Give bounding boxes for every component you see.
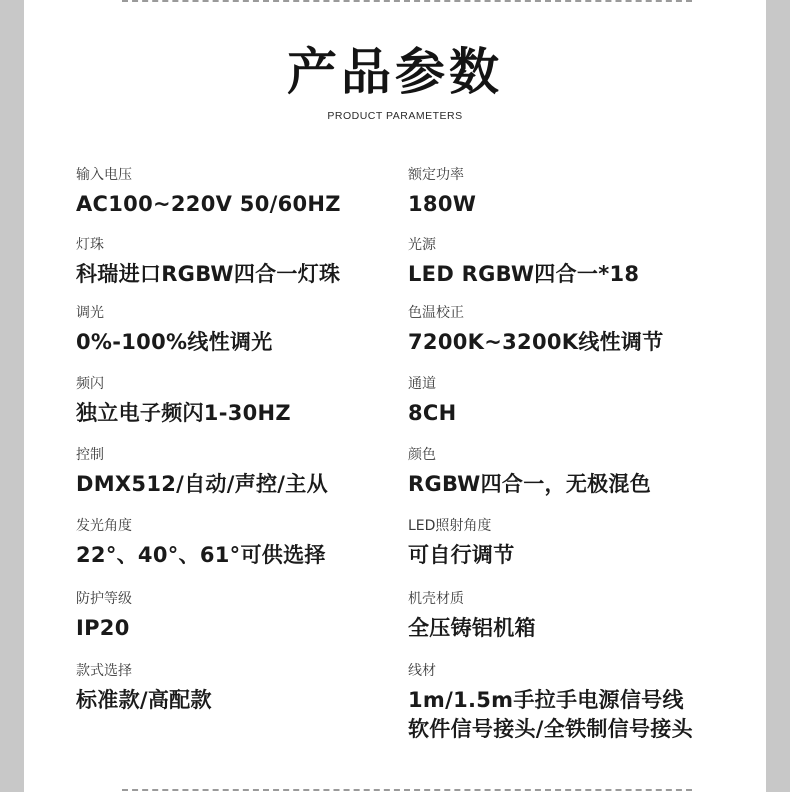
param-value: 全压铸铝机箱 (408, 616, 536, 640)
param-value: IP20 (76, 616, 130, 640)
param-label: 发光角度 (76, 518, 132, 534)
param-label: 输入电压 (76, 167, 132, 183)
param-label: 线材 (408, 663, 436, 679)
param-value: RGBW四合一，无极混色 (408, 472, 652, 496)
page-title: 产品参数 (287, 43, 503, 101)
param-cables (408, 662, 693, 744)
param-value: 22°、40°、61°可供选择 (76, 543, 326, 567)
param-rated-power (408, 166, 476, 219)
param-label: 款式选择 (76, 663, 132, 679)
param-color-temp (408, 304, 664, 357)
param-value: 8CH (408, 401, 457, 425)
param-value: 标准款/高配款 (76, 688, 212, 712)
parameters-card (24, 0, 766, 792)
param-value: 180W (408, 192, 477, 216)
param-value: LED RGBW四合一*18 (408, 262, 640, 286)
param-value: 0%-100%线性调光 (76, 330, 273, 354)
param-led-angle (408, 517, 515, 570)
param-color (408, 446, 651, 499)
param-value: 可自行调节 (408, 543, 515, 567)
param-label: 灯珠 (76, 237, 104, 253)
param-label: 颜色 (408, 447, 436, 463)
param-label: 光源 (408, 237, 436, 253)
param-label: 色温校正 (408, 305, 464, 321)
param-beam-angle (76, 517, 326, 570)
param-input-voltage (76, 166, 341, 219)
param-value: DMX512/自动/声控/主从 (76, 472, 328, 496)
param-strobe (76, 375, 291, 428)
param-label: 防护等级 (76, 591, 132, 607)
param-label: 额定功率 (408, 167, 464, 183)
param-label: LED照射角度 (408, 518, 492, 534)
param-control (76, 446, 328, 499)
top-dashed-divider (122, 0, 692, 2)
param-light-source (408, 236, 639, 289)
param-value-line-2: 软件信号接头/全铁制信号接头 (408, 717, 693, 741)
param-value: 1m/1.5m手拉手电源信号线 (408, 688, 684, 712)
param-housing (408, 590, 536, 643)
param-label: 频闪 (76, 376, 104, 392)
param-protection (76, 590, 132, 643)
param-model (76, 662, 212, 715)
param-dimming (76, 304, 273, 357)
param-led-beads (76, 236, 340, 289)
param-value: 独立电子频闪1-30HZ (76, 401, 291, 425)
param-label: 机壳材质 (408, 591, 464, 607)
bottom-dashed-divider (122, 789, 692, 791)
param-label: 控制 (76, 447, 104, 463)
param-value: AC100~220V 50/60HZ (76, 192, 341, 216)
page-subtitle: PRODUCT PARAMETERS (327, 110, 463, 122)
param-value: 7200K~3200K线性调节 (408, 330, 664, 354)
param-value: 科瑞进口RGBW四合一灯珠 (76, 262, 341, 286)
param-label: 调光 (76, 305, 104, 321)
param-channels (408, 375, 457, 428)
param-label: 通道 (408, 376, 436, 392)
